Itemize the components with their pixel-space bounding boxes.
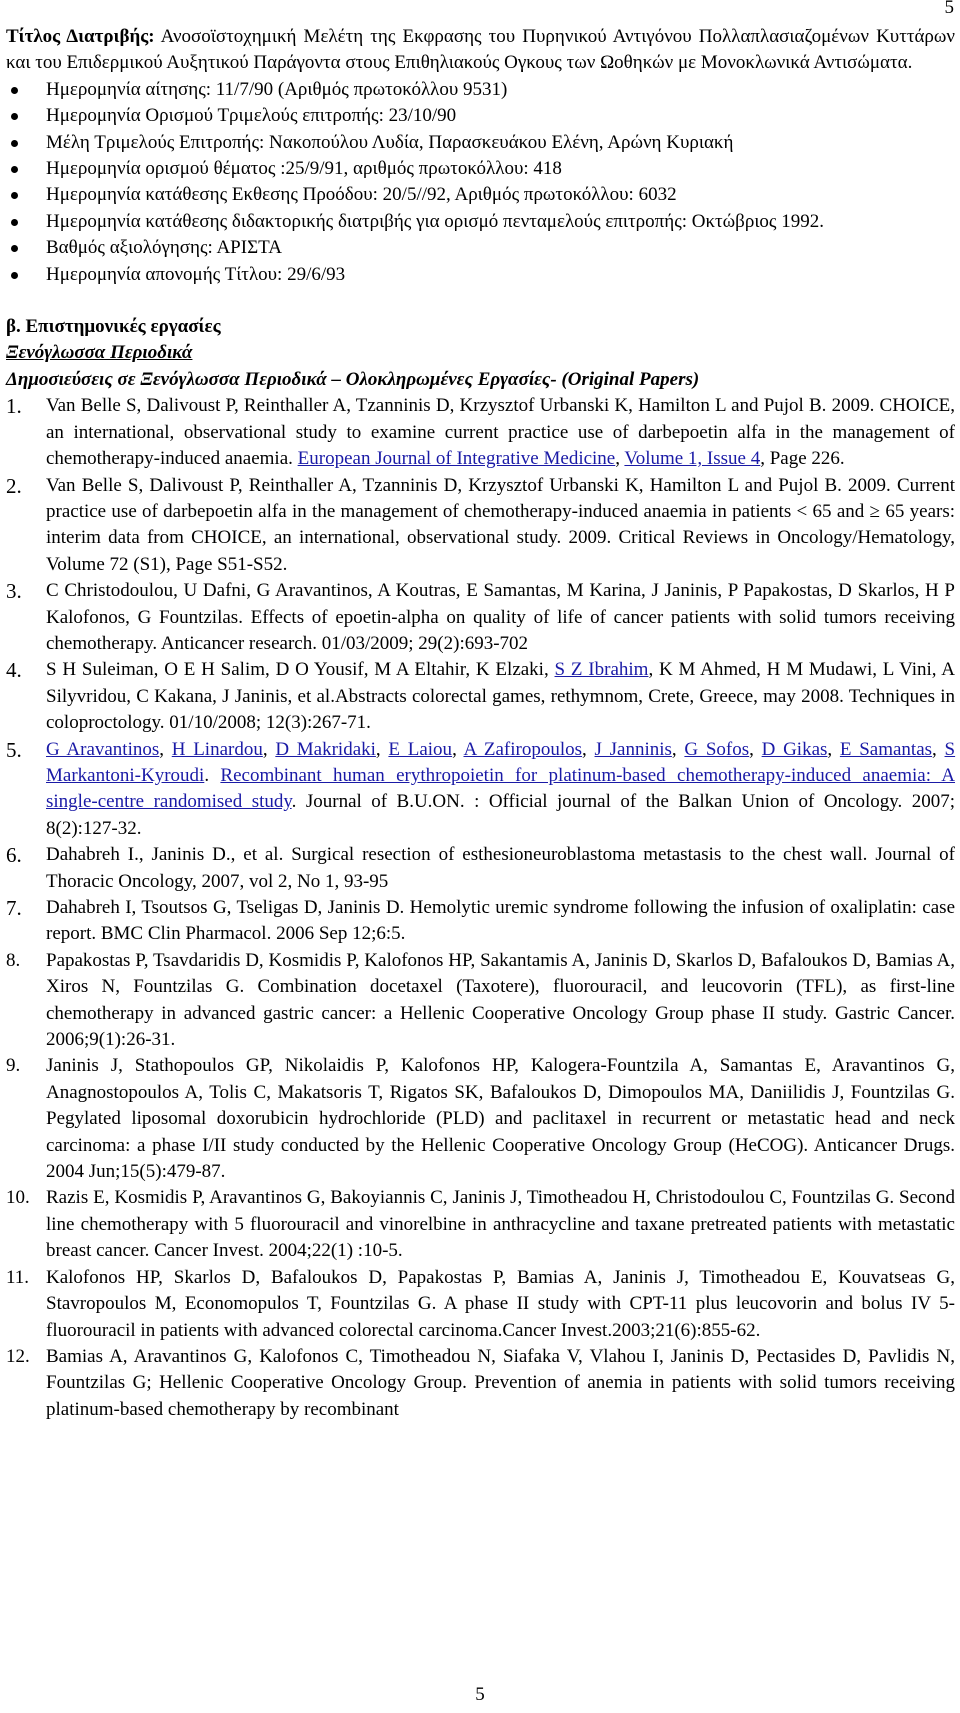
list-item: Ημερομηνία κατάθεσης Εκθεσης Προόδου: 20/5//92, Αριθμός πρωτοκόλλου: 6032 <box>6 182 955 208</box>
list-item: Ημερομηνία ορισμού θέματος :25/9/91, αριθμός πρωτοκόλλου: 418 <box>6 156 955 182</box>
publication-number: 8. <box>6 949 21 971</box>
publication-text: Dahabreh I., Janinis D., et al. Surgical resection of esthesioneuroblastoma metastasis to the chest wall. Journal of Thoracic Oncology, 2007, vol 2, No 1, 93-95 <box>46 844 955 892</box>
publication-text: Van Belle S, Dalivoust P, Reinthaller A, Tzanninis D, Krzysztof Urbanski K, Hamilton L and Pujol B. 2009. CHOICE, an international, observational study to examine current practice use of darbepoetin alfa in the management of chemotherapy-induced anaemia. <box>46 395 955 470</box>
author-link[interactable]: A Zafiropoulos <box>463 738 583 760</box>
page-number-bottom: 5 <box>475 1684 485 1705</box>
section-title: β. Επιστημονικές εργασίες <box>6 316 221 338</box>
publication-item: 5. G Aravantinos, H Linardou, D Makridaki, E Laiou, A Zafiropoulos, J Janninis, G Sofos, D Gikas, E Samantas, S Markantoni-Kyroudi. Recombinant human erythropoietin for platinum-based chemotherapy-induced anaemia: A single-centre randomised study. Journal of B.U.ON. : Official journal of the Balkan Union of Oncology. 2007; 8(2):127-32. <box>6 737 956 839</box>
publication-number: 12. <box>6 1345 30 1367</box>
page-number-top: 5 <box>944 0 954 18</box>
list-item: Ημερομηνία κατάθεσης διδακτορικής διατριβής για ορισμό πενταμελούς επιτροπής: Οκτώβριος 1992. <box>6 209 955 235</box>
publication-item <box>6 948 955 1054</box>
publication-item <box>6 895 955 948</box>
list-item: Ημερομηνία αίτησης: 11/7/90 (Αριθμός πρωτοκόλλου 9531) <box>6 77 955 103</box>
author-link[interactable]: G Sofos <box>684 738 750 760</box>
publication-text: Kalofonos HP, Skarlos D, Bafaloukos D, Papakostas P, Bamias A, Janinis J, Timotheadou E, Kouvatseas G, Stavropoulos M, Economopulos T, Fountzilas G. A phase II study with CPT-11 plus leucovorin and bolus IV 5-fluorouracil in patients with advanced colorectal carcinoma.Cancer Invest.2003;21(6):855-62. <box>46 1266 955 1341</box>
publication-text: Bamias A, Aravantinos G, Kalofonos C, Timotheadou N, Siafaka V, Vlahou I, Janinis D, Pectasides D, Pavlidis N, Fountzilas G; Hellenic Cooperative Oncology Group. Prevention of anemia in patients with solid tumors receiving platinum-based chemotherapy by recombinant <box>46 1345 955 1420</box>
publication-list <box>6 393 955 1423</box>
publication-number: 6. <box>6 843 22 868</box>
thesis-title-label: Τίτλος Διατριβής <box>6 26 149 47</box>
publication-number: 7. <box>6 896 22 920</box>
author-link[interactable]: E Samantas <box>839 738 933 760</box>
publication-text: Dahabreh I, Tsoutsos G, Tseligas D, Janinis D. Hemolytic uremic syndrome following the infusion of oxaliplatin: case report. BMC Clin Pharmacol. 2006 Sep 12;6:5. <box>46 897 955 945</box>
publication-item: 1. Van Belle S, Dalivoust P, Reinthaller A, Tzanninis D, Krzysztof Urbanski K, Hamilton L and Pujol B. 2009. CHOICE, an international, observational study to examine current practice use of darbepoetin alfa in the management of chemotherapy-induced anaemia. European Journal of Integrative Medicine, Volume 1, Issue 4, Page 226. <box>6 394 955 470</box>
publication-text: Razis E, Kosmidis P, Aravantinos G, Bakoyiannis C, Janinis J, Timotheadou H, Christodoulou C, Fountzilas G. Second line chemotherapy with 5 fluorouracil and vinorelbine in anthracycline and taxane pretreated patients with metastatic breast cancer. Cancer Invest. 2004;22(1) :10-5. <box>46 1187 955 1262</box>
publication-number: 2. <box>6 473 22 498</box>
author-link[interactable]: D Gikas <box>761 738 828 760</box>
section-subtitle-2: Δημοσιεύσεις σε Ξενόγλωσσα Περιοδικά – Ολοκληρωμένες Εργασίες- (Original Papers) <box>6 368 700 390</box>
journal-link[interactable]: European Journal of Integrative Medicine <box>297 448 616 470</box>
publication-item <box>6 1053 955 1185</box>
publication-number: 5. <box>6 737 22 762</box>
publication-item <box>6 1344 955 1423</box>
publication-item <box>6 473 955 579</box>
list-item: Βαθμός αξιολόγησης: ΑΡΙΣΤΑ <box>6 235 955 261</box>
publication-item <box>6 1185 955 1264</box>
list-item: Ημερομηνία απονομής Τίτλου: 29/6/93 <box>6 262 955 288</box>
publication-text: Papakostas P, Tsavdaridis D, Kosmidis P, Kalofonos HP, Sakantamis A, Janinis D, Skarlos D, Bafaloukos D, Bamias A, Xiros N, Fountzilas G. Combination docetaxel (Taxotere), fluorouracil, and leucovorin (TFL), as first-line chemotherapy in advanced gastric cancer: a Hellenic Cooperative Oncology Group phase II study. Gastric Cancer. 2006;9(1):26-31. <box>46 949 955 1051</box>
publication-number: 4. <box>6 658 22 683</box>
publication-text: Janinis J, Stathopoulos GP, Nikolaidis P, Kalofonos HP, Kalogera-Fountzila A, Samantas E, Aravantinos G, Anagnostopoulos A, Tolis C, Makatsoris T, Rigatos SK, Bafaloukos D, Dimopoulos MA, Daniilidis J, Fountzilas G. Pegylated liposomal doxorubicin hydrochloride (PLD) and paclitaxel in recurrent or metastatic head and neck carcinoma: a phase I/II study conducted by the Hellenic Cooperative Oncology Group (HeCOG). Anticancer Drugs. 2004 Jun;15(5):479-87. <box>46 1055 955 1183</box>
thesis-title-text: Ανοσοϊστοχημική Μελέτη της Εκφρασης του Πυρηνικού Αντιγόνου Πολλαπλασιαζομένων Κυττάρων και του Επιδερμικού Αυξητικού Παράγοντα στους Επιθηλιακούς Ογκους των Ωοθηκών με Μονοκλωνικά Αντισώματα. <box>6 26 956 74</box>
author-link[interactable]: D Makridaki <box>275 738 376 760</box>
publication-item: 4. S H Suleiman, O E H Salim, D O Yousif, M A Eltahir, K Elzaki, S Z Ibrahim, K M Ahmed, H M Mudawi, L Vini, A Silyvridou, C Kakana, J Janinis, et al.Abstracts colorectal games, rethymnom, Crete, Greece, may 2008. Techniques in coloproctology. 01/10/2008; 12(3):267-71. <box>6 658 955 734</box>
publication-item <box>6 842 955 895</box>
section-subtitle: Ξενόγλωσσα Περιοδικά <box>6 342 193 364</box>
publication-item <box>6 1265 955 1344</box>
author-link[interactable]: H Linardou <box>171 738 263 760</box>
publication-item <box>6 578 955 657</box>
publication-number: 3. <box>6 579 22 604</box>
author-link[interactable]: E Laiou <box>388 738 453 760</box>
author-link[interactable]: S Markantoni-Kyroudi <box>46 738 956 786</box>
author-link[interactable]: G Aravantinos <box>46 738 160 760</box>
publication-number: 9. <box>6 1055 21 1077</box>
publication-number: 1. <box>6 394 22 419</box>
publication-text: C Christodoulou, U Dafni, G Aravantinos, A Koutras, E Samantas, M Karina, J Janinis, P Papakostas, D Skarlos, H P Kalofonos, G Fountzilas. Effects of epoetin-alpha on quality of life of cancer patients with solid tumors receiving chemotherapy. Anticancer research. 01/03/2009; 29(2):693-702 <box>46 580 955 654</box>
list-item: Ημερομηνία Ορισμού Τριμελούς επιτροπής: 23/10/90 <box>6 103 955 129</box>
author-link[interactable]: S Z Ibrahim <box>554 659 649 681</box>
publication-number: 11. <box>6 1266 30 1288</box>
article-title-link[interactable]: Recombinant human erythropoietin for platinum-based chemotherapy-induced anaemia: A single-centre randomised study <box>46 764 956 813</box>
publication-number: 10. <box>6 1187 30 1209</box>
list-item: Μέλη Τριμελούς Επιτροπής: Νακοπούλου Λυδία, Παρασκευάκου Ελένη, Αρώνη Κυριακή <box>6 130 955 156</box>
author-link[interactable]: J Janninis <box>594 738 672 760</box>
volume-link[interactable]: Volume 1, Issue 4 <box>624 448 761 470</box>
thesis-title: Τίτλος Διατριβής: Ανοσοϊστοχημική Μελέτη της Εκφρασης του Πυρηνικού Αντιγόνου Πολλαπλασιαζομένων Κυττάρων και του Επιδερμικού Αυξητικού Παράγοντα στους Επιθηλιακούς Ογκους των Ωοθηκών με Μονοκλωνικά Αντισώματα. <box>6 26 956 74</box>
publication-text: Van Belle S, Dalivoust P, Reinthaller A, Tzanninis D, Krzysztof Urbanski K, Hamilton L and Pujol B. 2009. Current practice use of darbepoetin alfa in the management of chemotherapy-induced anaemia in patients < 65 and ≥ 65 years: interim data from CHOICE, an international, observational study. 2009. Critical Reviews in Oncology/Hematology, Volume 72 (S1), Page S51-S52. <box>46 474 955 575</box>
thesis-meta-list <box>6 77 955 288</box>
